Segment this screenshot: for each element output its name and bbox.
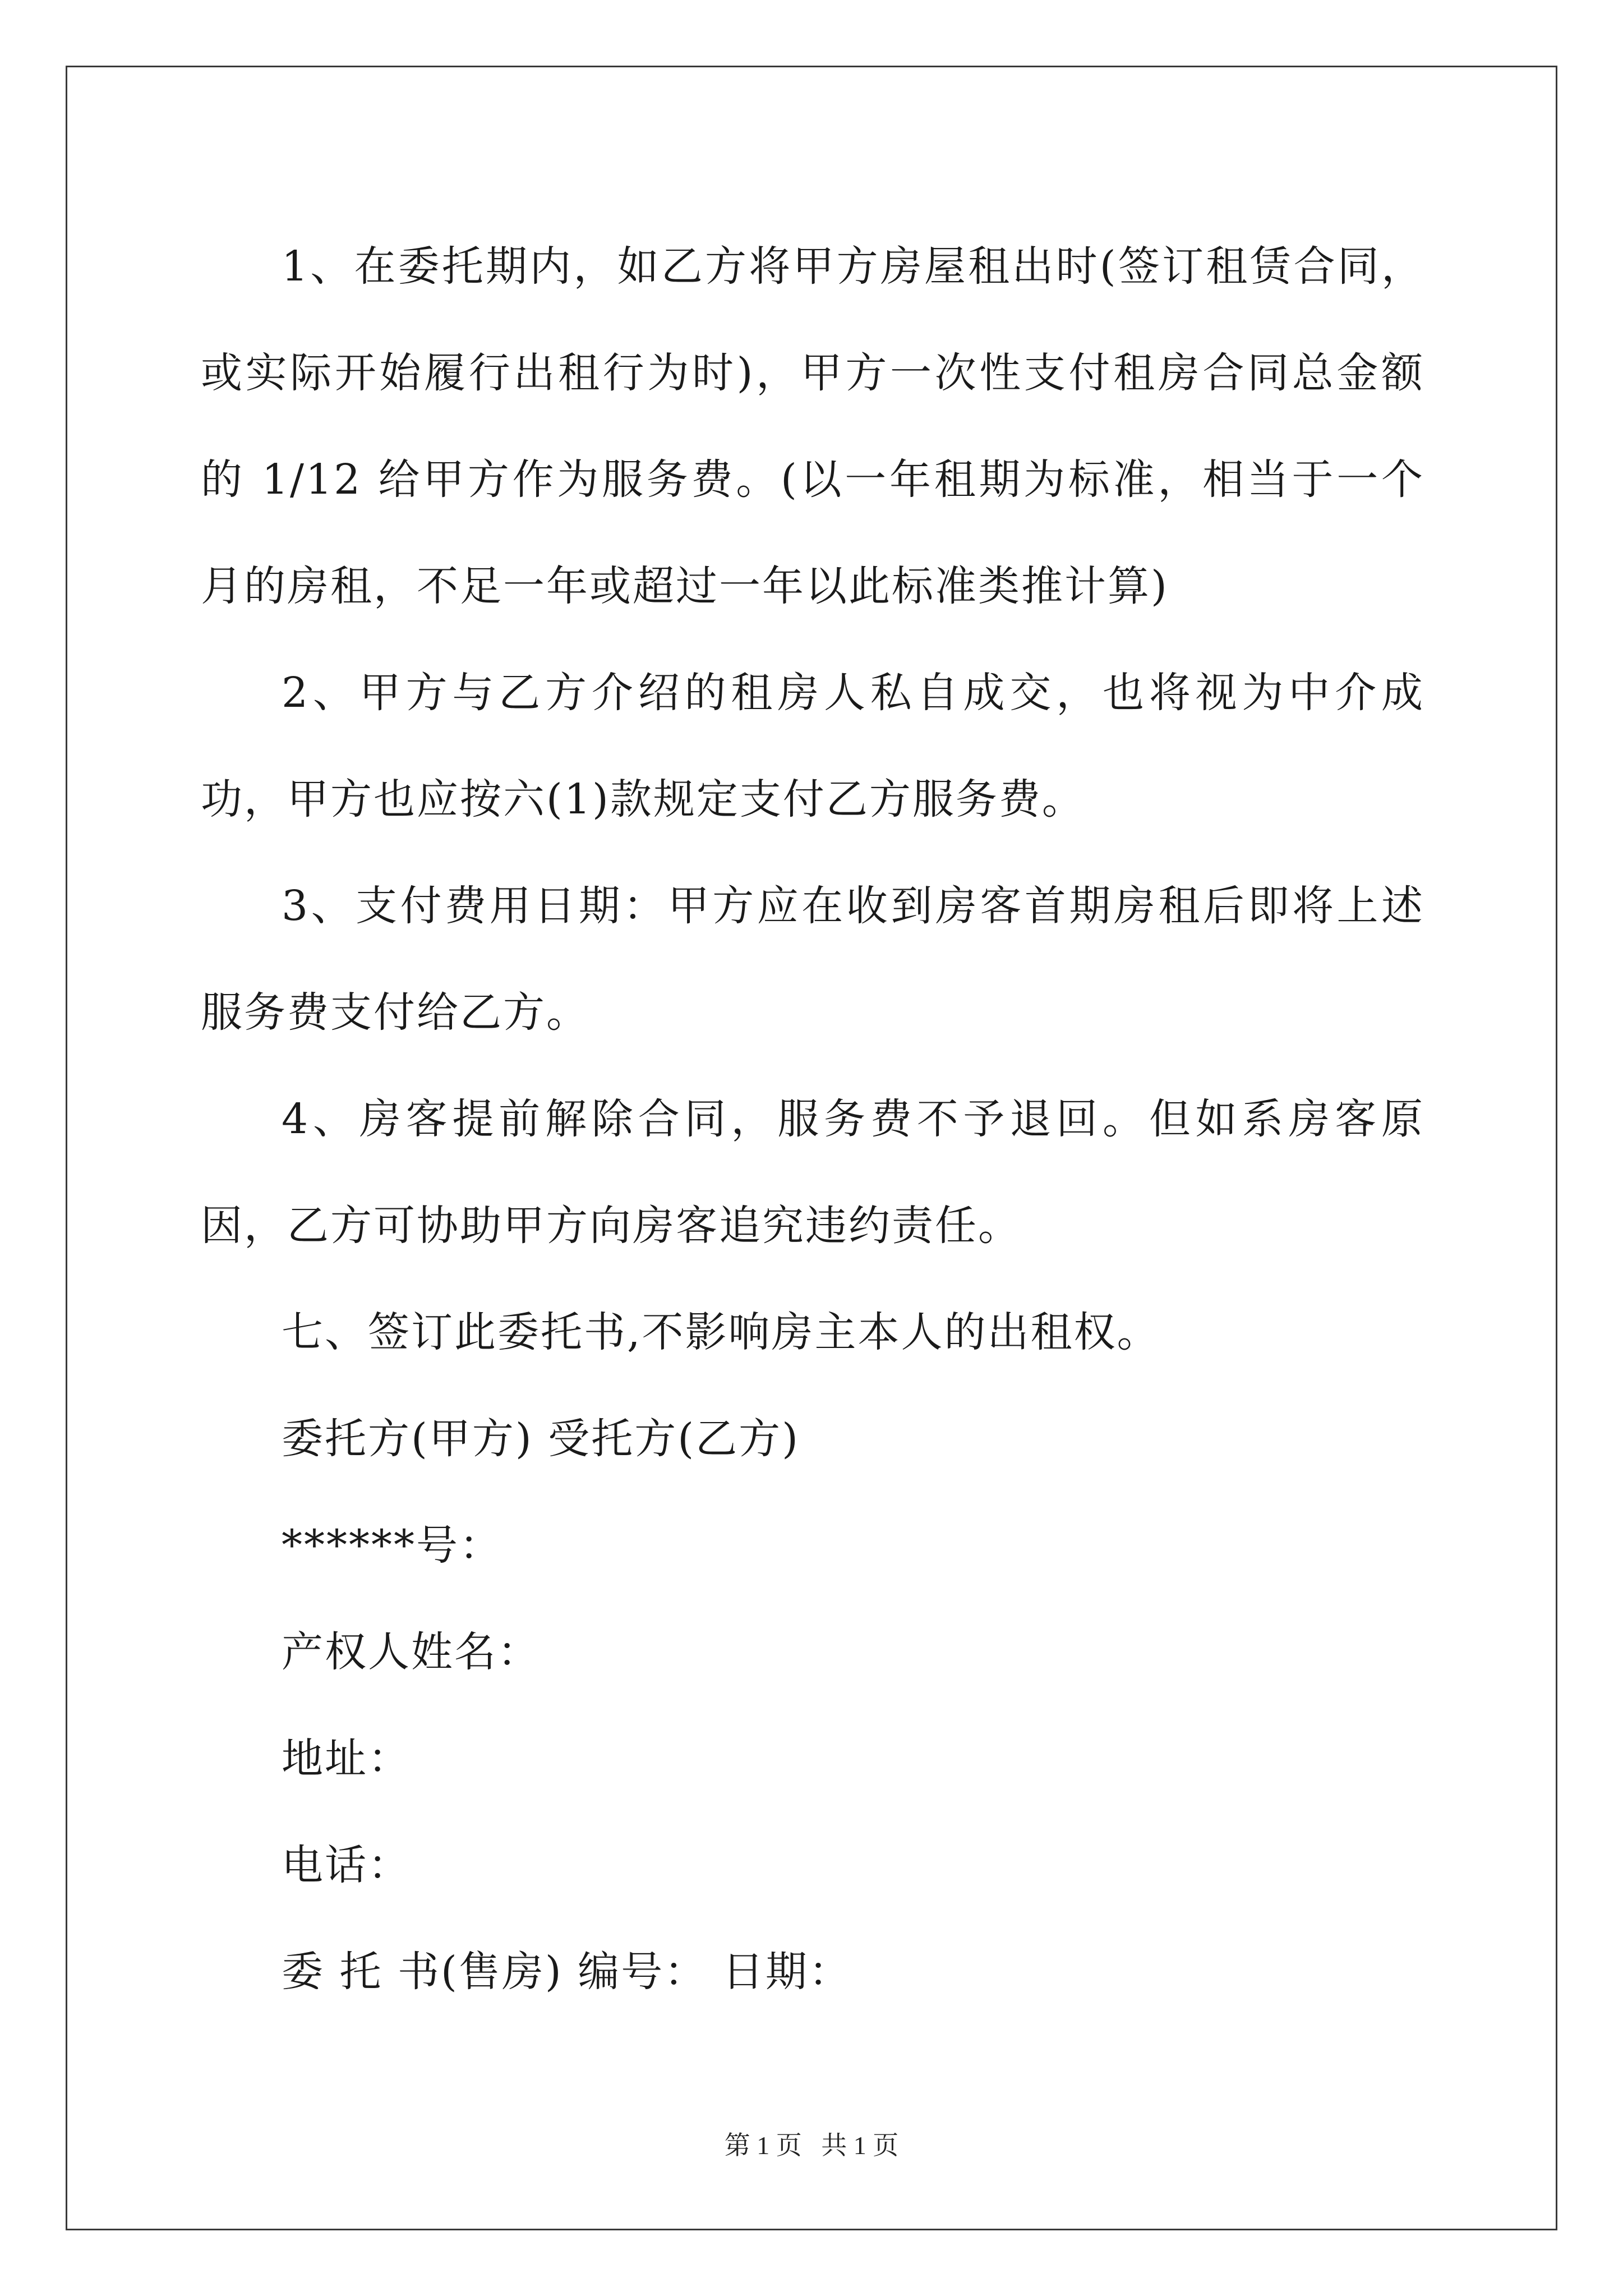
- sale-entrustment-heading: 委 托 书(售房) 编号： 日期：: [282, 1948, 852, 1996]
- owner-name-field: 产权人姓名：: [282, 1628, 541, 1676]
- clause-2: 2、甲方与乙方介绍的租房人私自成交，也将视为中介成功，甲方也应按六(1)款规定支付乙方服务费。: [201, 669, 1424, 823]
- clause-3: 3、支付费用日期：甲方应在收到房客首期房租后即将上述服务费支付给乙方。: [201, 882, 1424, 1037]
- clause-7: 七、签订此委托书,不影响房主本人的出租权。: [282, 1308, 1160, 1356]
- party-labels: 委托方(甲方) 受托方(乙方): [282, 1415, 800, 1463]
- page-number-current: 第 1 页: [724, 2131, 802, 2160]
- clause-4: 4、房客提前解除合同，服务费不予退回。但如系房客原因，乙方可协助甲方向房客追究违约责任。: [201, 1095, 1424, 1250]
- page-number-total: 共 1 页: [821, 2131, 899, 2160]
- document-body: [201, 213, 1424, 2025]
- id-number-field: ******号：: [282, 1521, 502, 1570]
- phone-field: 电话：: [282, 1841, 411, 1889]
- clause-1: 1、在委托期内，如乙方将甲方房屋租出时(签订租赁合同，或实际开始履行出租行为时)，甲方一次性支付租房合同总金额的 1/12 给甲方作为服务费。(以一年租期为标准，相当于一个月的房租，不足一年或超过一年以此标准类推计算): [201, 242, 1424, 610]
- address-field: 地址：: [282, 1734, 411, 1783]
- page-footer: [0, 2129, 1623, 2162]
